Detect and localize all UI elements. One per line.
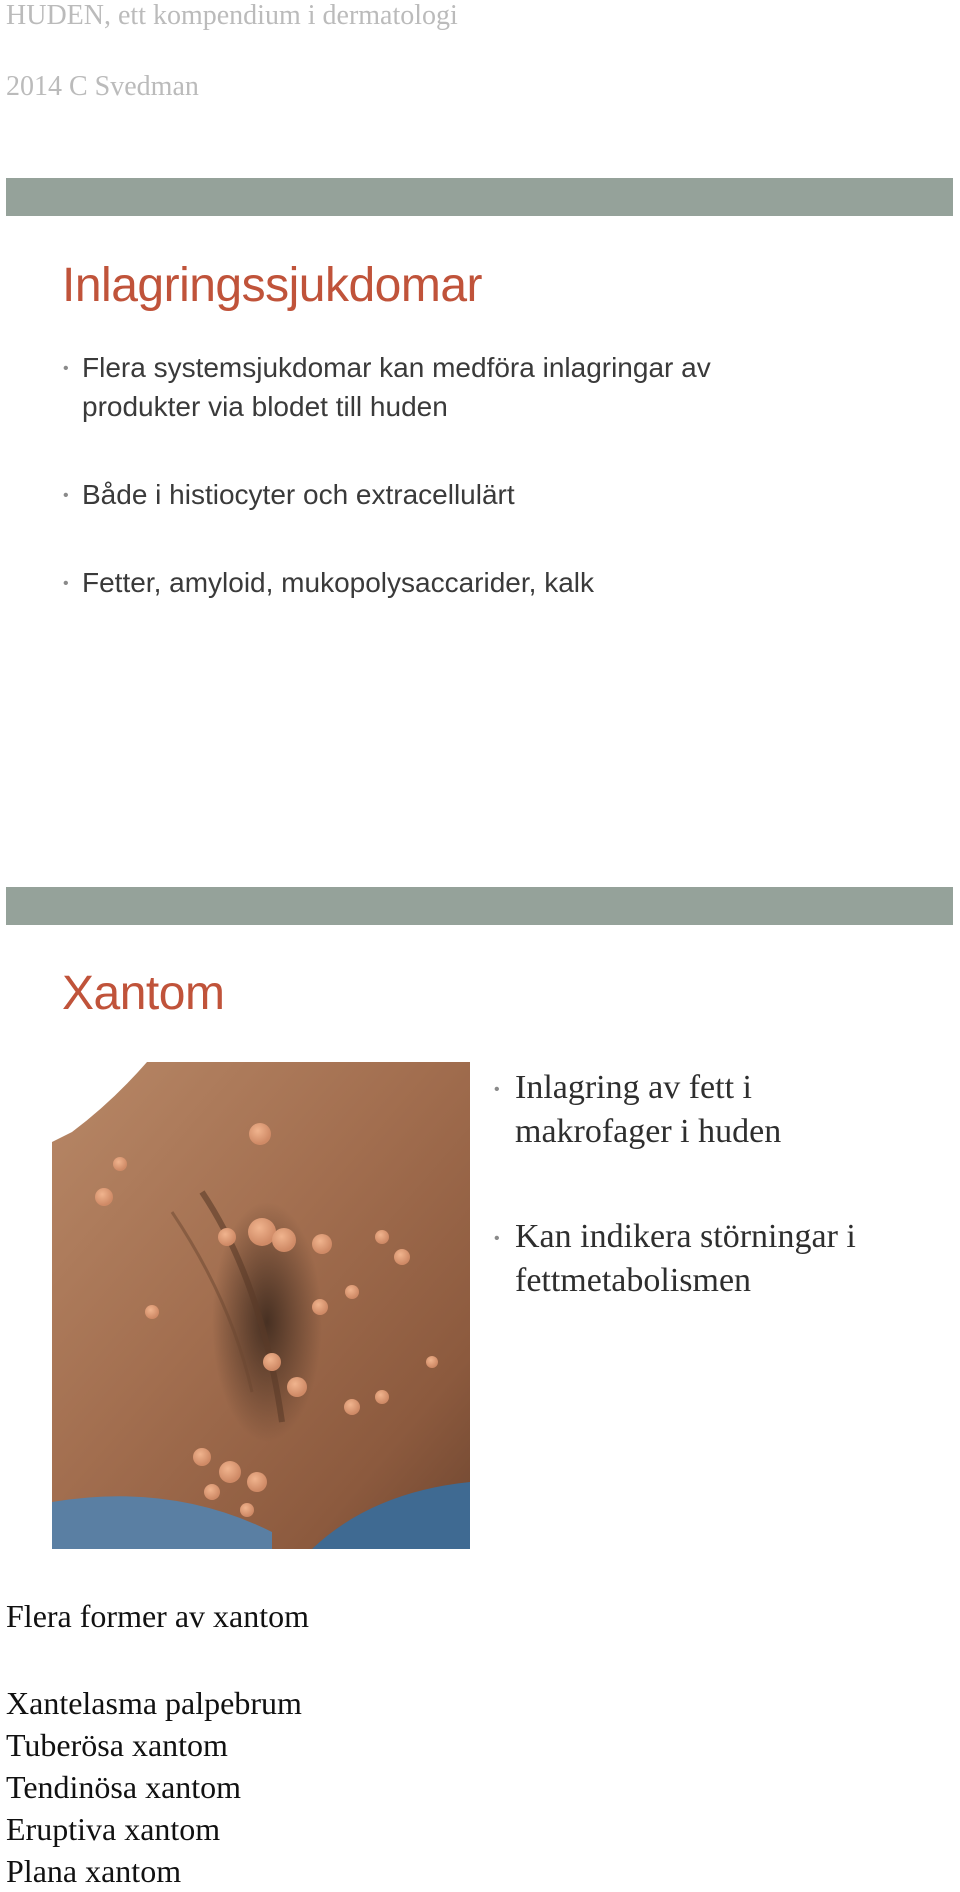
xantom-types-list	[6, 1682, 302, 1892]
list-item: Tuberösa xantom	[6, 1727, 228, 1763]
list-item: Xantelasma palpebrum	[6, 1685, 302, 1721]
author-line: 2014 C Svedman	[6, 71, 199, 102]
slide-title: Xantom	[62, 967, 225, 1020]
bullet-item: • Flera systemsjukdomar kan medföra inlagringar av produkter via blodet till huden	[63, 348, 823, 426]
slide-bullet-list	[494, 1066, 914, 1364]
list-item: Eruptiva xantom	[6, 1811, 221, 1847]
bullet-icon: •	[494, 1081, 500, 1098]
book-title: HUDEN, ett kompendium i dermatologi	[6, 0, 458, 31]
slide-title: Inlagringssjukdomar	[62, 259, 483, 312]
slide-header-band	[6, 178, 953, 216]
notes-heading: Flera former av xantom	[6, 1598, 309, 1634]
list-item: Plana xantom	[6, 1853, 182, 1889]
slide-bullet-list	[63, 348, 823, 651]
skin-photo-icon	[52, 1062, 470, 1549]
bullet-item: • Kan indikera störningar i fettmetabolismen	[494, 1218, 856, 1299]
bullet-item: • Både i histiocyter och extracellulärt	[63, 475, 823, 514]
bullet-item: • Fetter, amyloid, mukopolysaccarider, kalk	[63, 563, 823, 602]
bullet-icon: •	[494, 1230, 500, 1247]
slide-header-band	[6, 887, 953, 925]
bullet-icon: •	[63, 487, 69, 504]
list-item: Tendinösa xantom	[6, 1769, 242, 1805]
bullet-item: • Inlagring av fett i makrofager i huden	[494, 1069, 782, 1150]
bullet-icon: •	[63, 360, 69, 377]
bullet-icon: •	[63, 575, 69, 592]
